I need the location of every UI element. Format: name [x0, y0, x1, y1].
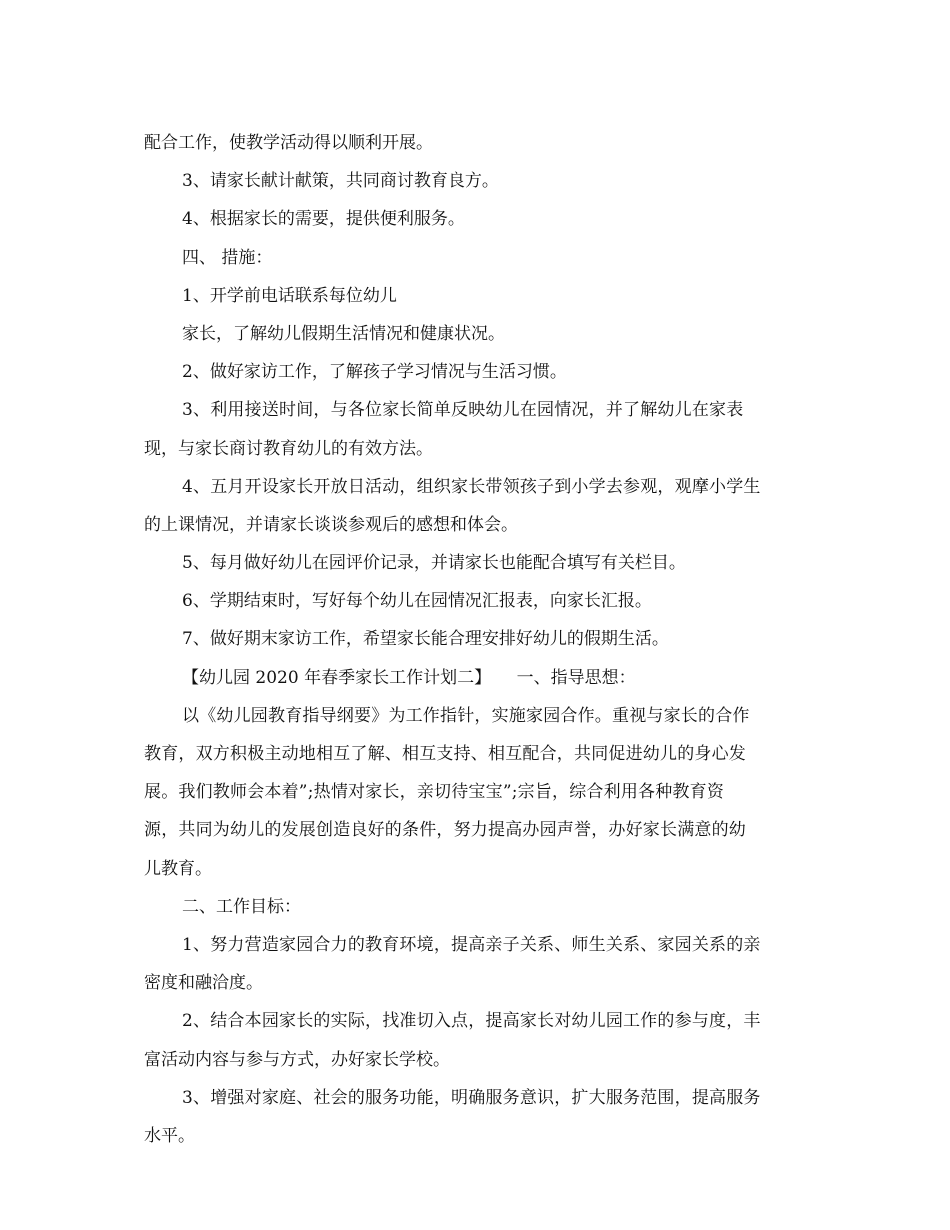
text-line: 密度和融洽度。 [144, 973, 263, 994]
text-line: 3、增强对家庭、社会的服务功能，明确服务意识，扩大服务范围，提高服务 [182, 1087, 761, 1108]
text-line: 2、做好家访工作，了解孩子学习情况与生活习惯。 [182, 362, 567, 383]
text-line: 4、根据家长的需要，提供便利服务。 [182, 209, 465, 230]
text-line: 水平。 [144, 1125, 195, 1146]
plan-title: 【幼儿园 2020 年春季家长工作计划二】 一、指导思想： [182, 667, 636, 688]
text-line: 富活动内容与参与方式，办好家长学校。 [144, 1049, 450, 1070]
document-body [144, 128, 808, 1159]
section-heading: 二、工作目标： [182, 896, 301, 917]
text-line: 儿教育。 [144, 858, 212, 879]
text-line: 的上课情况，并请家长谈谈参观后的感想和体会。 [144, 514, 518, 535]
text-line: 展。我们教师会本着”;热情对家长，亲切待宝宝”;宗旨，综合利用各种教育资 [144, 782, 725, 803]
text-line: 3、利用接送时间，与各位家长简单反映幼儿在园情况，并了解幼儿在家表 [182, 400, 744, 421]
text-line: 教育，双方积极主动地相互了解、相互支持、相互配合，共同促进幼儿的身心发 [144, 744, 746, 764]
text-line: 1、开学前电话联系每位幼儿 [182, 285, 397, 306]
text-line: 5、每月做好幼儿在园评价记录，并请家长也能配合填写有关栏目。 [182, 553, 686, 574]
text-line: 7、做好期末家访工作，希望家长能合理安排好幼儿的假期生活。 [182, 629, 669, 650]
section-heading: 四、 措施： [182, 247, 273, 268]
text-line: 配合工作，使教学活动得以顺利开展。 [144, 133, 433, 153]
text-line: 3、请家长献计献策，共同商讨教育良方。 [182, 171, 499, 192]
text-line: 2、结合本园家长的实际，找准切入点，提高家长对幼儿园工作的参与度，丰 [182, 1011, 761, 1032]
text-line: 6、学期结束时，写好每个幼儿在园情况汇报表，向家长汇报。 [182, 591, 652, 612]
text-line: 现，与家长商讨教育幼儿的有效方法。 [144, 438, 433, 459]
text-line: 家长，了解幼儿假期生活情况和健康状况。 [182, 323, 505, 344]
text-line: 以《幼儿园教育指导纲要》为工作指针，实施家园合作。重视与家长的合作 [182, 705, 750, 726]
text-line: 1、努力营造家园合力的教育环境，提高亲子关系、师生关系、家园关系的亲 [182, 934, 761, 955]
text-line: 4、五月开设家长开放日活动，组织家长带领孩子到小学去参观，观摩小学生 [182, 476, 761, 497]
text-line: 源，共同为幼儿的发展创造良好的条件，努力提高办园声誉，办好家长满意的幼 [144, 820, 746, 841]
